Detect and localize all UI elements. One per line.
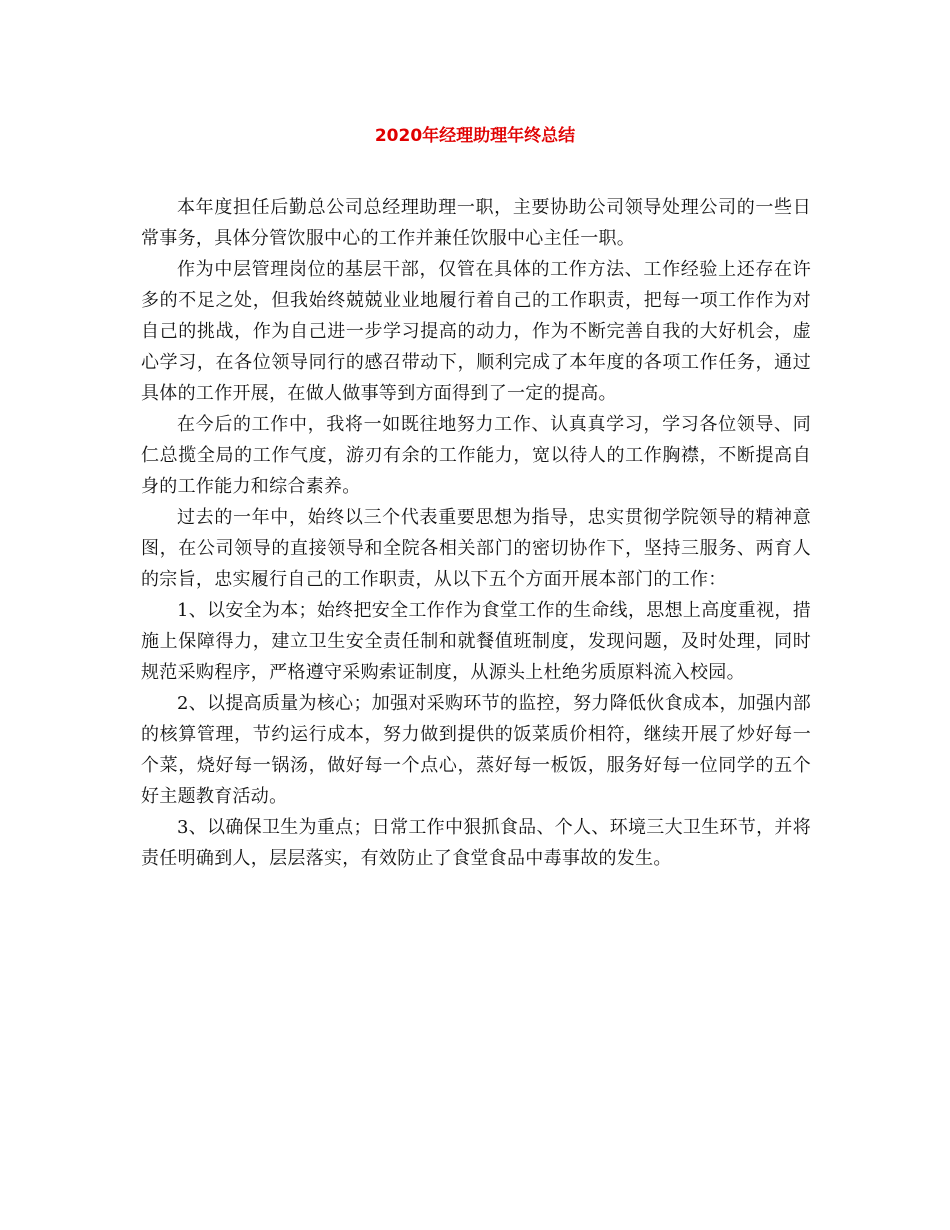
document-body (141, 192, 811, 874)
paragraph-4: 过去的一年中，始终以三个代表重要思想为指导，忠实贯彻学院领导的精神意图，在公司领导的直接领导和全院各相关部门的密切协作下，坚持三服务、两育人的宗旨，忠实履行自己的工作职责，从以下五个方面开展本部门的工作： (141, 507, 811, 590)
paragraph-7: 3、以确保卫生为重点；日常工作中狠抓食品、个人、环境三大卫生环节，并将责任明确到人，层层落实，有效防止了食堂食品中毒事故的发生。 (141, 817, 811, 869)
paragraph-1: 本年度担任后勤总公司总经理助理一职，主要协助公司领导处理公司的一些日常事务，具体分管饮服中心的工作并兼任饮服中心主任一职。 (141, 197, 811, 249)
paragraph-3: 在今后的工作中，我将一如既往地努力工作、认真真学习，学习各位领导、同仁总揽全局的工作气度，游刃有余的工作能力，宽以待人的工作胸襟，不断提高自身的工作能力和综合素养。 (141, 414, 811, 497)
document-title: 2020年经理助理年终总结 (374, 126, 576, 146)
paragraph-6: 2、以提高质量为核心；加强对采购环节的监控，努力降低伙食成本，加强内部的核算管理，节约运行成本，努力做到提供的饭菜质价相符，继续开展了炒好每一个菜，烧好每一锅汤，做好每一个点心，蒸好每一板饭，服务好每一位同学的五个好主题教育活动。 (141, 693, 811, 807)
paragraph-5: 1、以安全为本；始终把安全工作作为食堂工作的生命线，思想上高度重视，措施上保障得力，建立卫生安全责任制和就餐值班制度，发现问题，及时处理，同时规范采购程序，严格遵守采购索证制度，从源头上杜绝劣质原料流入校园。 (141, 600, 811, 683)
paragraph-2: 作为中层管理岗位的基层干部，仅管在具体的工作方法、工作经验上还存在许多的不足之处，但我始终兢兢业业地履行着自己的工作职责，把每一项工作作为对自己的挑战，作为自己进一步学习提高的动力，作为不断完善自我的大好机会，虚心学习，在各位领导同行的感召带动下，顺利完成了本年度的各项工作任务，通过具体的工作开展，在做人做事等到方面得到了一定的提高。 (141, 259, 811, 404)
